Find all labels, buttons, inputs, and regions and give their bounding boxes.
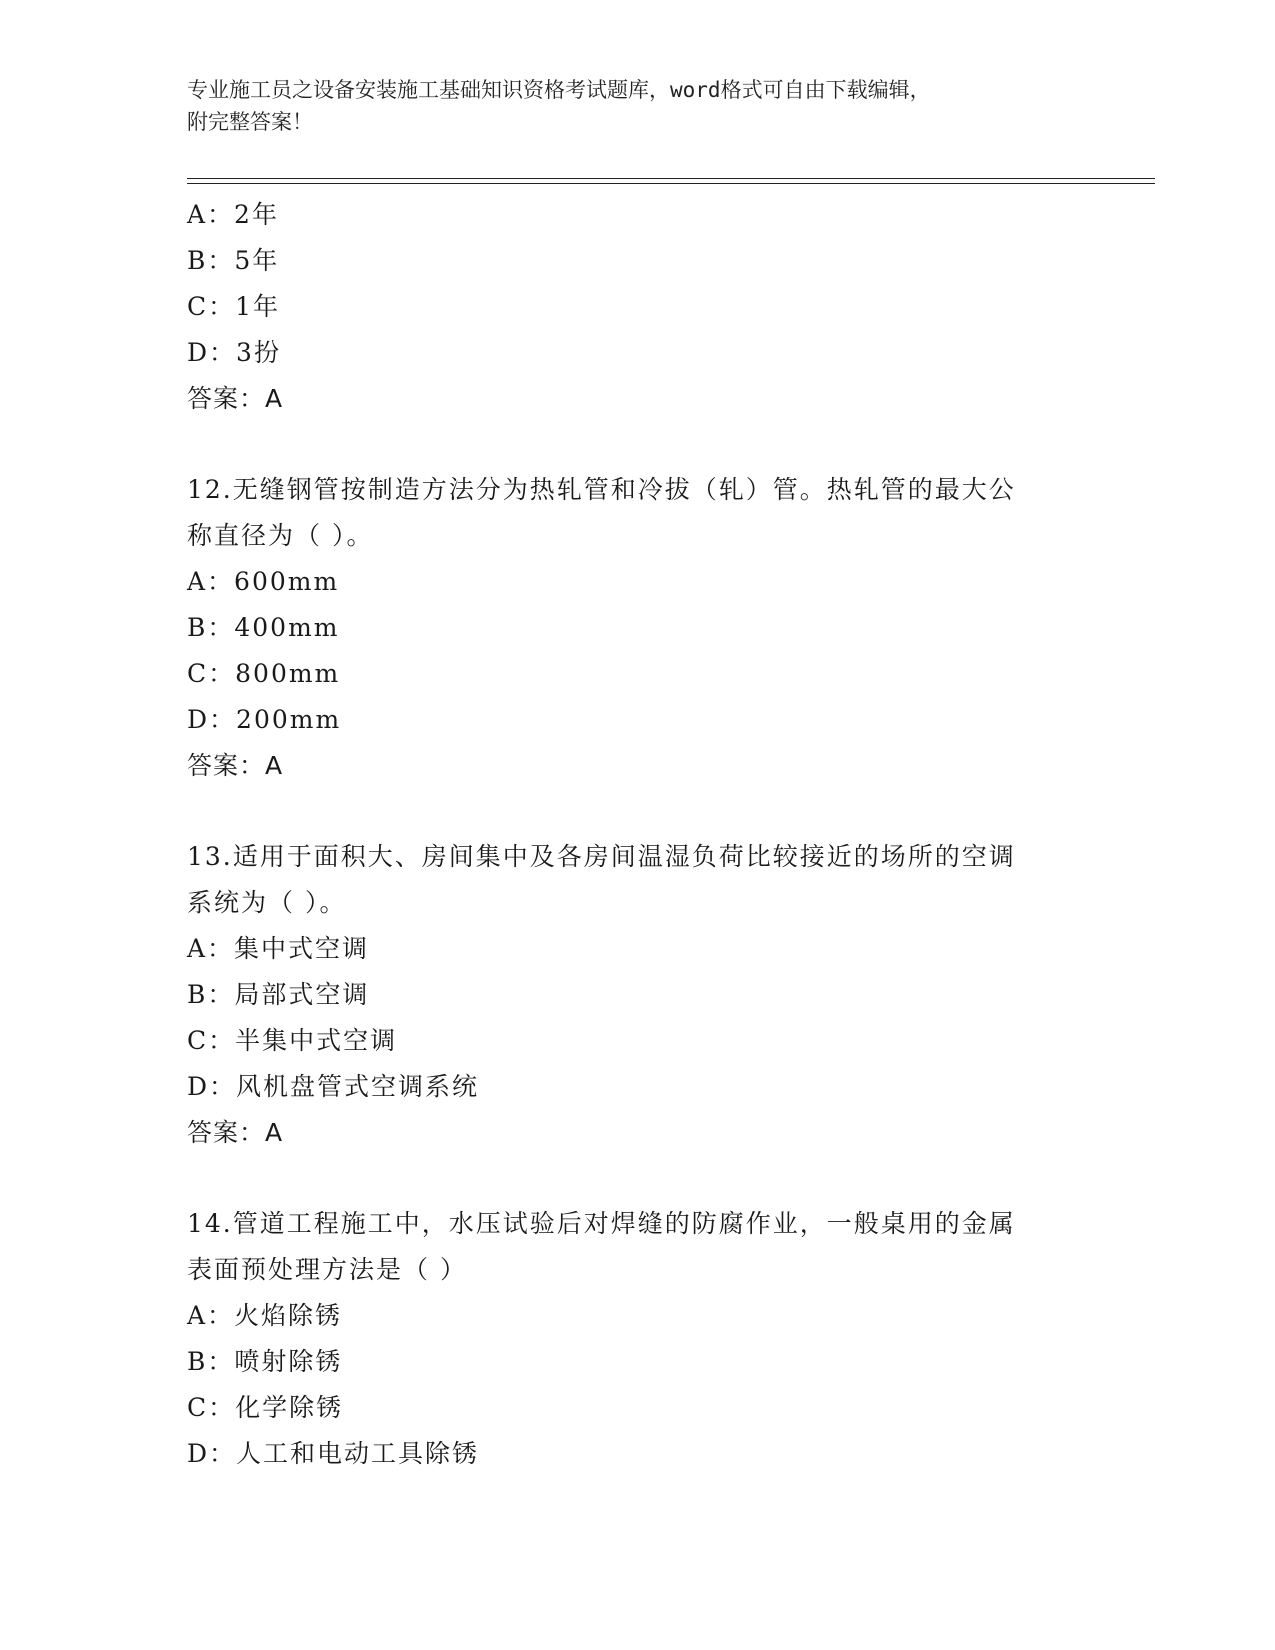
question-list — [187, 192, 1087, 1477]
question-stem-line-1: 13.适用于面积大、房间集中及各房间温湿负荷比较接近的场所的空调 — [187, 842, 1016, 871]
answer-line: 答案：A — [187, 1118, 284, 1147]
option-a: A：2年 — [187, 200, 279, 229]
question-12 — [187, 467, 1087, 789]
option-b: B：400mm — [187, 613, 340, 642]
question-stem-line-1: 12.无缝钢管按制造方法分为热轧管和冷拔（轧）管。热轧管的最大公 — [187, 475, 1016, 504]
option-b: B：喷射除锈 — [187, 1347, 343, 1376]
option-c: C：化学除锈 — [187, 1393, 344, 1422]
option-d: D：200mm — [187, 705, 342, 734]
question-11 — [187, 192, 1087, 422]
option-b: B：局部式空调 — [187, 980, 370, 1009]
option-c: C：半集中式空调 — [187, 1026, 398, 1055]
option-b: B：5年 — [187, 246, 280, 275]
option-c: C：1年 — [187, 292, 281, 321]
header-line-1: 专业施工员之设备安装施工基础知识资格考试题库，word格式可自由下载编辑， — [187, 78, 931, 102]
option-a: A：火焰除锈 — [187, 1301, 343, 1330]
question-stem-line-2: 表面预处理方法是（ ） — [187, 1255, 467, 1284]
option-a: A：600mm — [187, 567, 340, 596]
question-14 — [187, 1201, 1087, 1477]
option-d: D：3扮 — [187, 338, 281, 367]
option-c: C：800mm — [187, 659, 341, 688]
question-stem-line-1: 14.管道工程施工中，水压试验后对焊缝的防腐作业，一般桌用的金属 — [187, 1209, 1016, 1238]
option-a: A：集中式空调 — [187, 934, 370, 963]
question-13 — [187, 834, 1087, 1156]
document-header — [187, 74, 1067, 138]
question-stem-line-2: 系统为（ ）。 — [187, 888, 347, 917]
option-d: D：人工和电动工具除锈 — [187, 1439, 480, 1468]
answer-line: 答案：A — [187, 751, 284, 780]
header-divider-top — [187, 178, 1155, 179]
header-divider-bottom — [187, 183, 1155, 184]
question-stem-line-2: 称直径为（ ）。 — [187, 521, 374, 550]
option-d: D：风机盘管式空调系统 — [187, 1072, 480, 1101]
answer-line: 答案：A — [187, 384, 284, 413]
header-line-2: 附完整答案！ — [187, 110, 313, 134]
